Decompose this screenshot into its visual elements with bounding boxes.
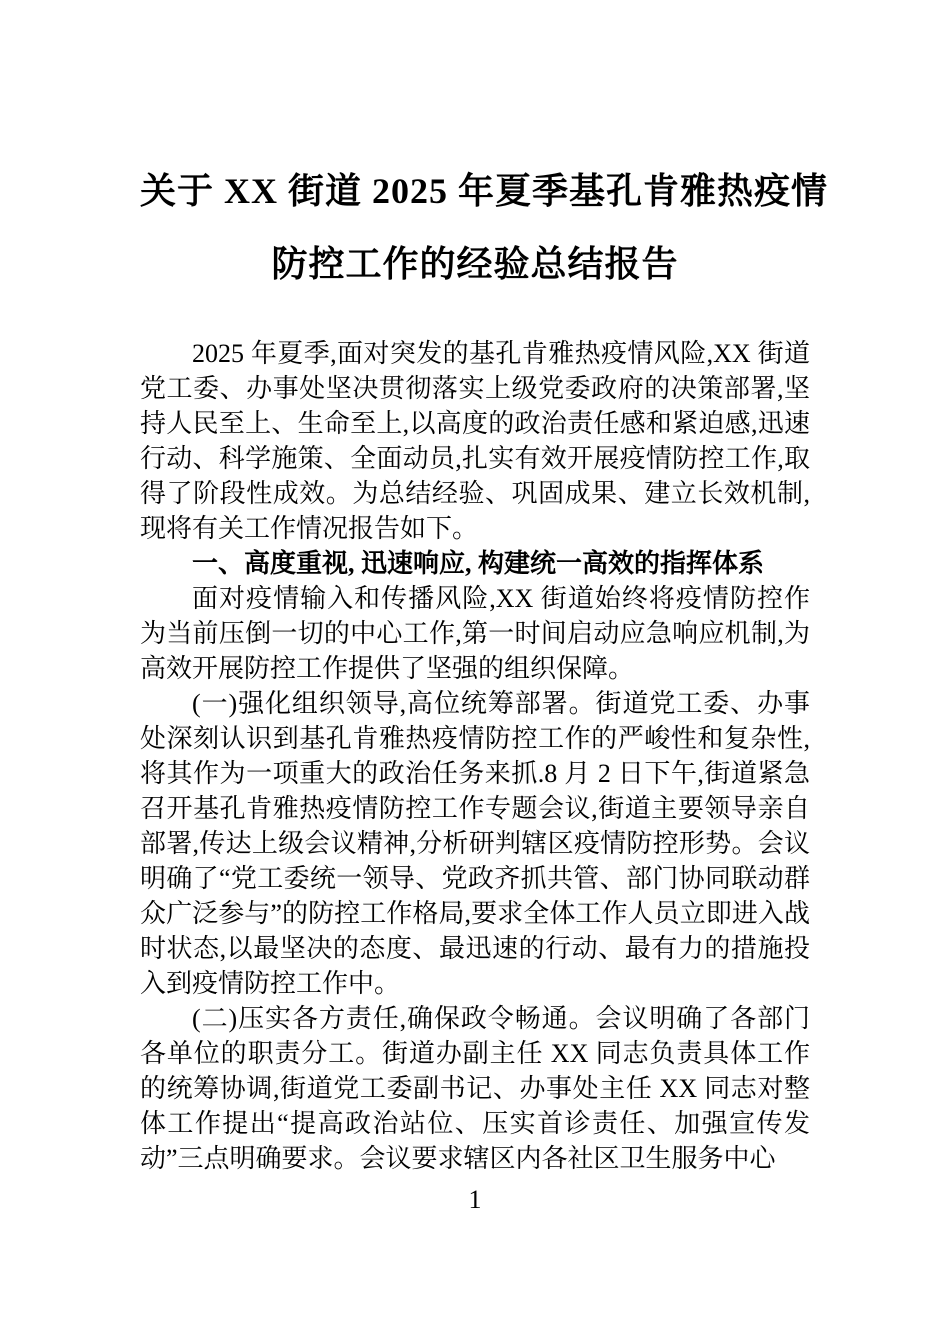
subsection-1-paragraph: (一)强化组织领导,高位统筹部署。街道党工委、办事处深刻认识到基孔肯雅热疫情防控工作的严峻性和复杂性,将其作为一项重大的政治任务来抓.8 月 2 日下午,街道紧急召开基孔肯雅热疫情防控工作专题会议,街道主要领导亲自部署,传达上级会议精神,分析研判辖区疫情防控形势。会议明确了“党工委统一领导、党政齐抓共管、部门协同联动群众广泛参与”的防控工作格局,要求全体工作人员立即进入战时状态,以最坚决的态度、最迅速的行动、最有力的措施投入到疫情防控工作中。 — [140, 689, 810, 998]
section-1-heading: 一、高度重视, 迅速响应, 构建统一高效的指挥体系 — [192, 549, 765, 578]
intro-paragraph: 2025 年夏季,面对突发的基孔肯雅热疫情风险,XX 街道党工委、办事处坚决贯彻落实上级党委政府的决策部署,坚持人民至上、生命至上,以高度的政治责任感和紧迫感,迅速行动、科学施策、全面动员,扎实有效开展疫情防控工作,取得了阶段性成效。为总结经验、巩固成果、建立长效机制,现将有关工作情况报告如下。 — [140, 339, 810, 543]
document-body — [140, 336, 810, 1176]
document-title — [140, 155, 828, 301]
section-1-paragraph: 面对疫情输入和传播风险,XX 街道始终将疫情防控作为当前压倒一切的中心工作,第一时间启动应急响应机制,为高效开展防控工作提供了坚强的组织保障。 — [140, 584, 810, 683]
page-number: 1 — [468, 1185, 482, 1214]
title-line-2: 防控工作的经验总结报告 — [271, 244, 679, 284]
title-line-1: 关于 XX 街道 2025 年夏季基孔肯雅热疫情 — [140, 171, 828, 211]
subsection-2-paragraph: (二)压实各方责任,确保政令畅通。会议明确了各部门各单位的职责分工。街道办副主任 XX 同志负责具体工作的统筹协调,街道党工委副书记、办事处主任 XX 同志对整体工作提出“提高政治站位、压实首诊责任、加强宣传发动”三点明确要求。会议要求辖区内各社区卫生服务中心 — [140, 1004, 810, 1173]
